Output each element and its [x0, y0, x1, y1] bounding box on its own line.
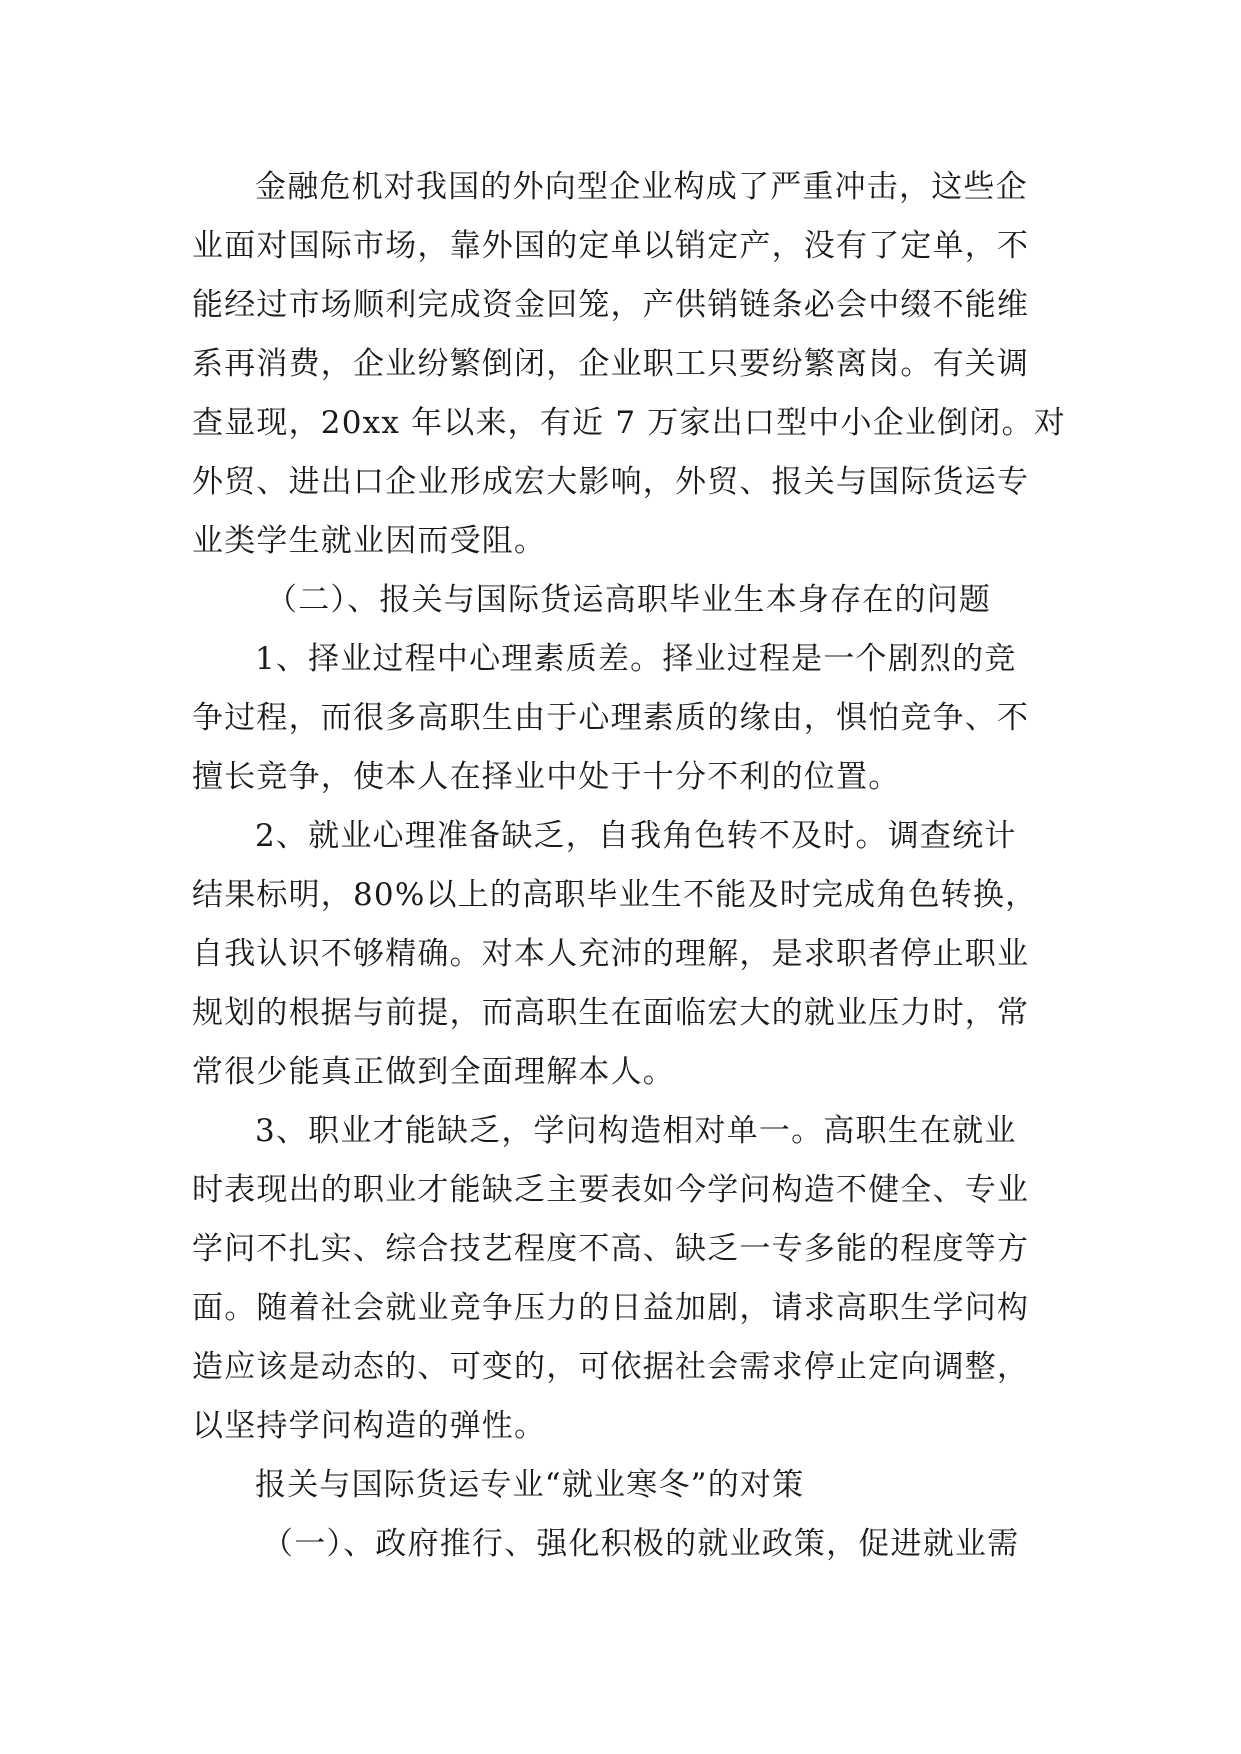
paragraph-line: 3、职业才能缺乏，学问构造相对单一。高职生在就业	[255, 1113, 1017, 1149]
paragraph-line: 规划的根据与前提，而高职生在面临宏大的就业压力时，常	[192, 995, 1030, 1031]
paragraph-line: 面。随着社会就业竞争压力的日益加剧，请求高职生学问构	[192, 1290, 1030, 1326]
paragraph-line: 时表现出的职业才能缺乏主要表如今学问构造不健全、专业	[192, 1172, 1030, 1208]
paragraph-line: 2、就业心理准备缺乏，自我角色转不及时。调查统计	[255, 818, 1017, 854]
paragraph-line: 能经过市场顺利完成资金回笼，产供销链条必会中缀不能维	[192, 287, 1030, 323]
paragraph-line: 系再消费，企业纷繁倒闭，企业职工只要纷繁离岗。有关调	[192, 346, 1030, 382]
paragraph-line: 业类学生就业因而受阻。	[192, 523, 547, 559]
paragraph-line: 造应该是动态的、可变的，可依据社会需求停止定向调整，	[192, 1349, 1030, 1385]
paragraph-line: 自我认识不够精确。对本人充沛的理解，是求职者停止职业	[192, 936, 1030, 972]
section-heading: （二）、报关与国际货运高职毕业生本身存在的问题	[266, 582, 992, 618]
paragraph-line: 争过程，而很多高职生由于心理素质的缘由，惧怕竞争、不	[192, 700, 1030, 736]
paragraph-line: 结果标明，80%以上的高职毕业生不能及时完成角色转换，	[192, 877, 1038, 913]
paragraph-line: 外贸、进出口企业形成宏大影响，外贸、报关与国际货运专	[192, 464, 1030, 500]
paragraph-line: 学问不扎实、综合技艺程度不高、缺乏一专多能的程度等方	[192, 1231, 1030, 1267]
section-heading: （一）、政府推行、强化积极的就业政策，促进就业需	[262, 1526, 1020, 1562]
section-heading: 报关与国际货运专业“就业寒冬”的对策	[255, 1467, 805, 1503]
paragraph-line: 查显现，20xx 年以来，有近 7 万家出口型中小企业倒闭。对	[192, 405, 1066, 441]
paragraph-line: 以坚持学问构造的弹性。	[192, 1408, 547, 1444]
paragraph-line: 金融危机对我国的外向型企业构成了严重冲击，这些企	[255, 169, 1028, 205]
paragraph-line: 业面对国际市场，靠外国的定单以销定产，没有了定单，不	[192, 228, 1030, 264]
paragraph-line: 1、择业过程中心理素质差。择业过程是一个剧烈的竞	[255, 641, 1017, 677]
paragraph-line: 擅长竞争，使本人在择业中处于十分不利的位置。	[192, 759, 901, 795]
paragraph-line: 常很少能真正做到全面理解本人。	[192, 1054, 675, 1090]
